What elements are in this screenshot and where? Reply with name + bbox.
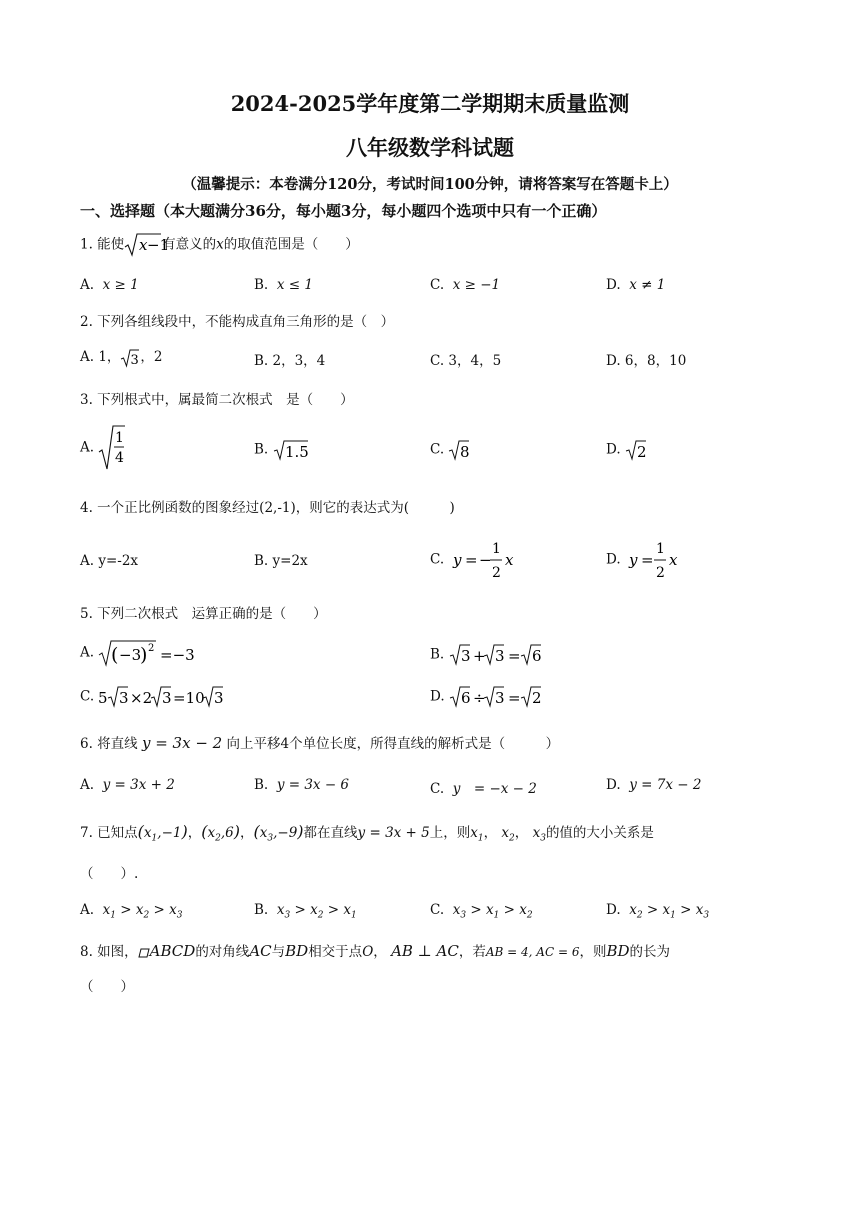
question-8-line2: （ ） — [80, 979, 134, 995]
sqrt6-div-sqrt3 — [449, 684, 549, 710]
svg-text:2: 2 — [148, 643, 155, 654]
q2-option-d[interactable]: D. 6，8，10 — [606, 353, 687, 369]
q4-option-d[interactable]: D. y = 1 2 x — [606, 537, 687, 583]
sqrt-neg3-squared — [98, 638, 194, 668]
q1-option-d[interactable]: D. x ≠ 1 — [606, 277, 666, 293]
svg-text:3: 3 — [162, 689, 172, 707]
q3-option-a[interactable]: A. 1 4 — [80, 424, 126, 472]
question-5: 5. 下列二次根式 运算正确的是（ ） — [80, 606, 327, 622]
svg-text:3: 3 — [214, 689, 224, 707]
svg-text:−3: −3 — [119, 646, 142, 664]
q1-option-a[interactable]: A. x ≥ 1 — [80, 277, 139, 293]
svg-text:5: 5 — [98, 689, 108, 707]
q7-option-d[interactable]: D. $x_2 > x_1 > x_3$ — [606, 902, 710, 921]
svg-text:−: − — [478, 551, 492, 569]
q5-option-d[interactable]: D. 6 ÷ 3 = 2 — [430, 684, 549, 710]
y-eq-half-x — [629, 537, 687, 583]
q4-option-b[interactable]: B. y=2x — [254, 553, 308, 569]
svg-text:=−3: =−3 — [160, 646, 196, 664]
svg-text:6: 6 — [460, 689, 471, 707]
svg-text:1.5: 1.5 — [284, 443, 309, 461]
svg-text:1: 1 — [656, 541, 666, 557]
y-eq-neg-half-x — [453, 537, 523, 583]
svg-text:=: = — [464, 551, 478, 569]
q1-option-b[interactable]: B. x ≤ 1 — [254, 277, 313, 293]
svg-text:=: = — [507, 647, 521, 665]
q6-option-a[interactable]: A. y = 3x + 2 — [80, 777, 175, 793]
svg-text:4: 4 — [115, 450, 125, 466]
svg-text:÷: ÷ — [472, 689, 486, 707]
sqrt-2 — [625, 438, 647, 462]
q2-option-c[interactable]: C. 3，4，5 — [430, 353, 502, 369]
sqrt3-plus-sqrt3 — [449, 642, 549, 668]
q3-option-b[interactable]: B. 1.5 — [254, 438, 309, 462]
question-7: 7. 已知点$(x_1,-1)$，$(x_2,6)$，$(x_3,-9)$都在直线y = 3x + 5上，则$x_1$， $x_2$， $x_3$的值的大小关系是 — [80, 822, 654, 844]
svg-text:3: 3 — [119, 689, 129, 707]
svg-text:2: 2 — [491, 565, 501, 581]
svg-text:x: x — [504, 551, 514, 569]
svg-text:y: y — [452, 551, 462, 569]
question-4: 4. 一个正比例函数的图象经过(2,-1)，则它的表达式为( ) — [80, 500, 455, 516]
q6-option-c[interactable]: C. y = −x − 2 — [430, 781, 537, 797]
sqrt-one-quarter — [98, 424, 126, 472]
svg-text:1: 1 — [115, 430, 125, 446]
q7-option-b[interactable]: B. $x_3 > x_2 > x_1$ — [254, 902, 357, 921]
svg-text:y: y — [629, 551, 638, 569]
q1-option-c[interactable]: C. x ≥ −1 — [430, 277, 501, 293]
svg-text:=: = — [507, 689, 521, 707]
parallelogram-icon — [138, 948, 150, 958]
sqrt-x-minus-1 — [124, 232, 170, 258]
q7-option-a[interactable]: A. $x_1 > x_2 > x_3$ — [80, 902, 183, 921]
svg-text:3: 3 — [460, 647, 471, 665]
q3-option-c[interactable]: C. 8 — [430, 438, 470, 462]
q4-option-c[interactable]: C. y = − 1 2 x — [430, 537, 523, 583]
svg-text:6: 6 — [531, 647, 542, 665]
question-6: 6. 将直线 y = 3x − 2 向上平移4个单位长度，所得直线的解析式是（ ） — [80, 734, 560, 752]
5sqrt3-times-2sqrt3 — [98, 684, 224, 710]
sqrt-8 — [448, 438, 470, 462]
q6-option-d[interactable]: D. y = 7x − 2 — [606, 777, 702, 793]
q7-option-c[interactable]: C. $x_3 > x_1 > x_2$ — [430, 902, 533, 921]
q5-option-a[interactable]: A. ( −3 ) 2 =−3 — [80, 638, 194, 668]
section-title: 一、选择题（本大题满分36分，每小题3分，每小题四个选项中只有一个正确） — [80, 202, 607, 220]
sqrt-3 — [120, 347, 140, 369]
q2-option-b[interactable]: B. 2，3，4 — [254, 353, 326, 369]
question-7-line2: （ ）. — [80, 866, 139, 882]
exam-hint: （温馨提示：本卷满分120分，考试时间100分钟，请将答案写在答题卡上） — [182, 176, 678, 193]
exam-title: 2024-2025学年度第二学期期末质量监测 — [230, 91, 630, 116]
svg-text:2: 2 — [636, 443, 647, 461]
question-3: 3. 下列根式中，属最简二次根式 是（ ） — [80, 392, 354, 408]
q2-option-a[interactable]: A. 1， 3 ，2 — [80, 345, 163, 369]
q5-option-b[interactable]: B. 3 + 3 = 6 — [430, 642, 549, 668]
svg-text:=10: =10 — [173, 689, 206, 707]
svg-text:3: 3 — [494, 689, 505, 707]
svg-text:x: x — [139, 236, 148, 254]
svg-text:3: 3 — [130, 352, 140, 368]
svg-text:): ) — [140, 644, 148, 666]
svg-text:1: 1 — [491, 541, 501, 557]
svg-text:2: 2 — [531, 689, 542, 707]
svg-text:8: 8 — [460, 443, 470, 461]
q6-option-b[interactable]: B. y = 3x − 6 — [254, 777, 350, 793]
question-2: 2. 下列各组线段中，不能构成直角三角形的是（ ） — [80, 314, 395, 330]
exam-subtitle: 八年级数学科试题 — [346, 135, 514, 160]
q3-option-d[interactable]: D. 2 — [606, 438, 647, 462]
svg-text:3: 3 — [494, 647, 505, 665]
svg-text:(: ( — [111, 644, 119, 666]
svg-text:=: = — [641, 551, 654, 569]
svg-text:−1: −1 — [147, 236, 170, 254]
svg-text:+: + — [472, 647, 486, 665]
question-8: 8. 如图， ABCD的对角线AC与BD相交于点O， AB ⊥ AC，若AB = 4, AC = 6，则BD的长为 — [80, 942, 671, 960]
svg-text:×2: ×2 — [130, 689, 153, 707]
question-1: 1. 能使 x −1 有意义的x的取值范围是（ ） — [80, 232, 359, 258]
sqrt-1-5 — [273, 438, 309, 462]
q5-option-c[interactable]: C. 5 3 ×2 3 =10 3 — [80, 684, 224, 710]
svg-text:2: 2 — [656, 565, 666, 581]
q4-option-a[interactable]: A. y=-2x — [80, 553, 139, 569]
svg-text:x: x — [669, 551, 678, 569]
